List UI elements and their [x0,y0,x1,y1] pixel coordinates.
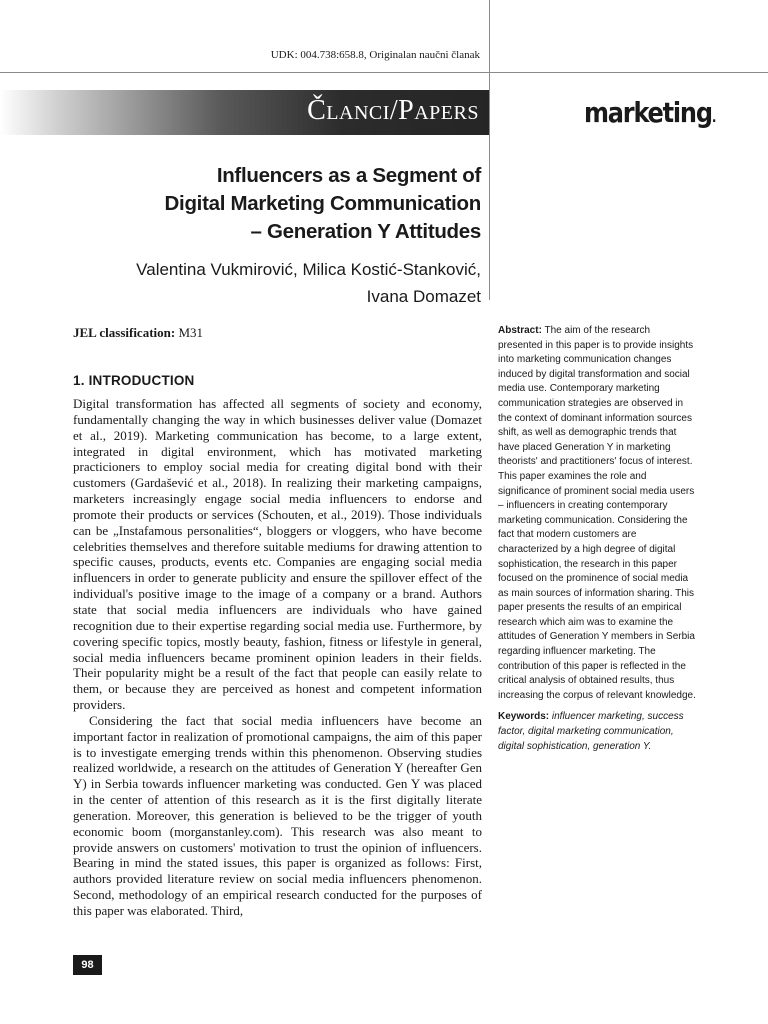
title-line: Digital Marketing Communication [164,192,481,215]
jel-value: M31 [175,325,204,340]
jel-classification [73,325,203,341]
authors-line: Ivana Domazet [366,287,481,306]
abstract-sidebar [498,324,696,754]
header-rule [0,72,768,73]
keywords-text: influencer marketing, success factor, digital marketing communication, digital sophistication, generation Y. [498,711,684,752]
title-line: – Generation Y Attitudes [250,220,481,243]
logo-dot: . [711,109,716,126]
body-paragraph: Digital transformation has affected all segments of society and economy, fundamentally changing the way in which businesses deliver value (Domazet et al., 2019). Marketing communication has become, to a large extent, integrated in digital environment, which has motivated marketing practicioners to employ social media for creating digital bond with their customers (Gardašević et al., 2018). In realizing their marketing campaigns, marketers increasingly engage social media influencers to endorse and promote their products or services (Schouten, et al., 2019). Those individuals can be „Instafamous personalities“, bloggers or vloggers, who have become celebrities themselves and therefore suitable mediums for drawing attention to specific causes, products, events etc. Companies are engaging social media influencers in order to generate publicity and ensure the spillover effect of the individual's positive image to the image of a company or a brand. Authors state that social media influencers are individuals who have gained recognition due to their expertise regarding social media use. Furthermore, by covering specific topics, mostly beauty, fashion, fitness or lifestyle in general, social media influencers became prominent opinion leaders in their fields. Their popularity might be a result of the fact that people can easily relate to them, or because they are perceived as honest and competent information providers. [73,396,482,713]
jel-label: JEL classification: [73,325,176,340]
udk-classification: UDK: 004.738:658.8, Originalan naučni članak [270,49,480,61]
section-title: Članci/Papers [307,95,479,126]
abstract-label: Abstract: [498,325,542,336]
section-heading-introduction: 1. INTRODUCTION [73,373,195,388]
vertical-rule [489,0,490,300]
keywords-paragraph [498,710,696,754]
authors-line: Valentina Vukmirović, Milica Kostić-Stanković, [136,260,481,279]
abstract-text: The aim of the research presented in this paper is to provide insights into marketing communication changes induced by digital transformation and social media use. Contemporary marketing communication strategies are observed in the context of dominant information sources shift, as well as demographic trends that have placed Generation Y in marketing theorists' and practitioners' focus of interest. This paper examines the role and significance of prominent social media users – influencers in creating contemporary marketing communication. Considering the fact that modern customers are characterized by a high degree of digital sophistication, the research in this paper focused on the prominence of social media as main sources of information sharing. This paper presents the results of an empirical research which aim was to examine the attitudes of Generation Y members in Serbia regarding influencer marketing. The contribution of this paper is reflected in the critical analysis of obtained results, thus increasing the corpus of relevant knowledge. [498,325,696,701]
title-line: Influencers as a Segment of [216,164,481,187]
keywords-label: Keywords: [498,711,550,723]
article-authors [41,256,481,310]
body-text [73,396,482,919]
article-title [61,162,481,246]
page-number: 98 [73,955,102,975]
section-banner [0,90,489,135]
body-paragraph: Considering the fact that social media influencers have become an important factor in realization of promotional campaigns, the aim of this paper is to investigate emerging trends within this phenomenon. Observing studies realized worldwide, a research on the attitudes of Generation Y (hereafter Gen Y) in Serbia towards influencer marketing was conducted. Gen Y was placed in the center of attention of this research as it is the first digitally literate generation. Moreover, this generation is believed to be the trigger of youth economic boom (morganstanley.com). This research was also meant to provide answers on customers' motivation to trust the opinion of influencers. Bearing in mind the stated issues, this paper is organized as follows: First, authors provided literature review on social media influencers phenomenon. Second, methodology of an empirical research conducted for the purposes of this paper was elaborated. Third, [73,712,482,918]
logo-text: marketing [584,96,712,130]
marketing-logo [584,97,715,129]
abstract-paragraph [498,324,696,703]
